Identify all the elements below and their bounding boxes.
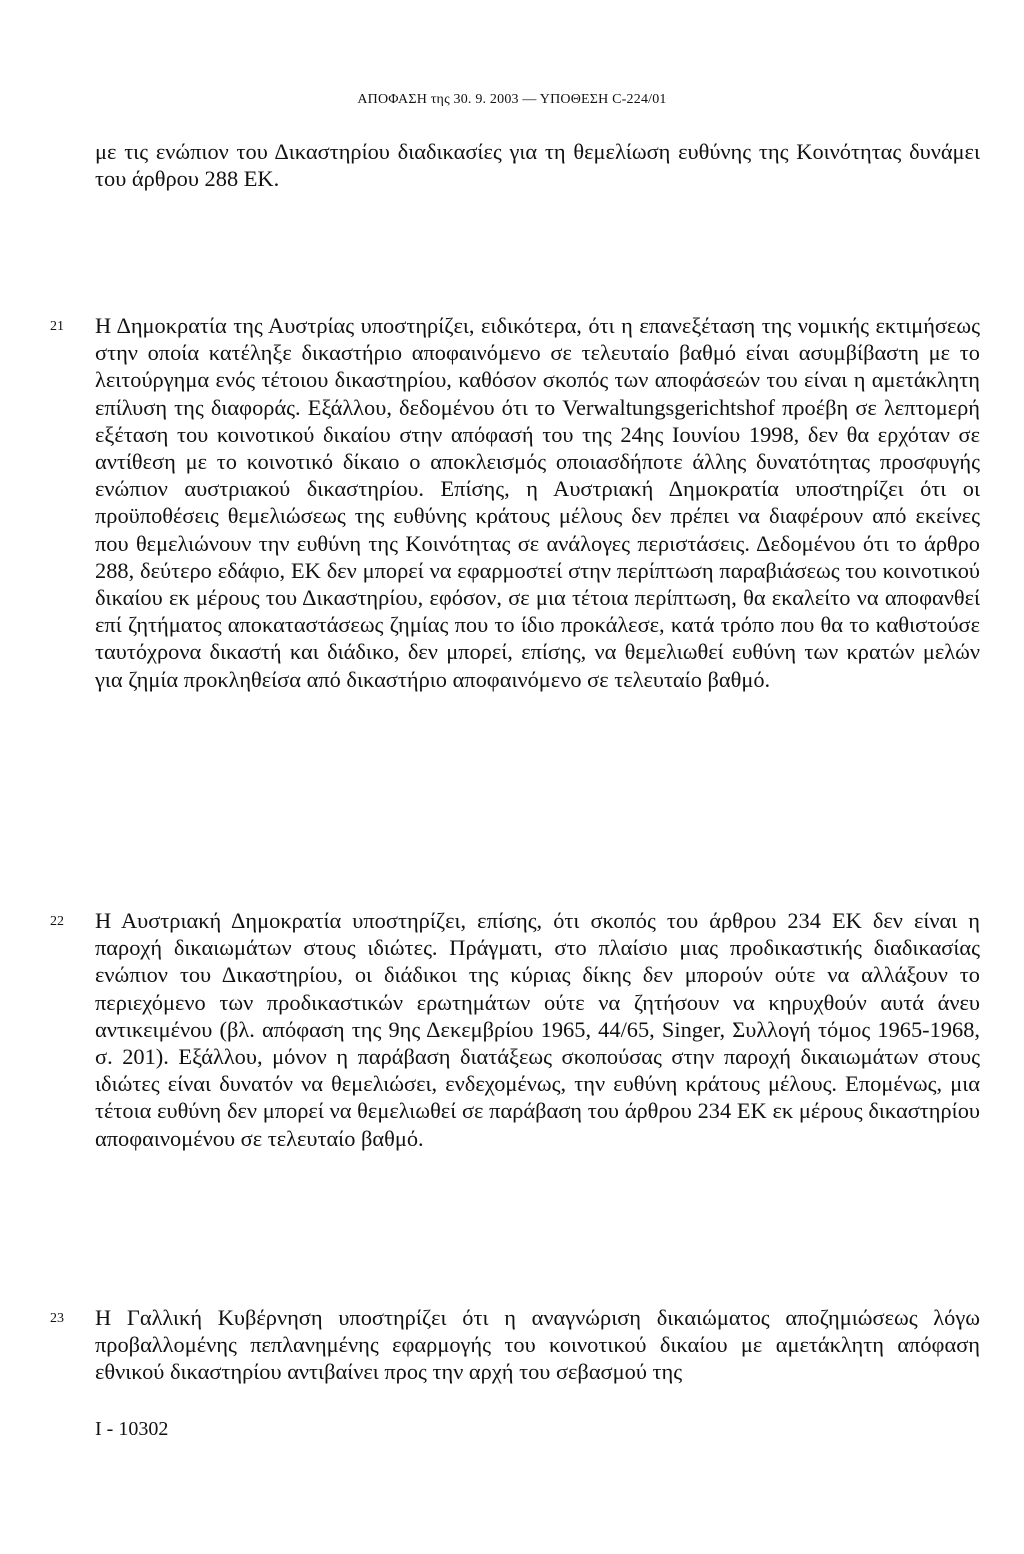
intro-paragraph: με τις ενώπιον του Δικαστηρίου διαδικασίες για τη θεμελίωση ευθύνης της Κοινότητας δυνάμει του άρθρου 288 ΕΚ. [95, 139, 980, 192]
paragraph-text: Η Δημοκρατία της Αυστρίας υποστηρίζει, ειδικότερα, ότι η επανεξέταση της νομικής εκτιμήσεως στην οποία κατέληξε δικαστήριο αποφαινόμενο σε τελευταίο βαθμό είναι ασυμβίβαστη με το λειτούργημα ενός τέτοιου δικαστηρίου, καθόσον σκοπός των αποφάσεών του είναι η αμετάκλητη επίλυση της διαφοράς. Εξάλλου, δεδομένου ότι το Verwaltungsgerichtshof προέβη σε λεπτομερή εξέταση του κοινοτικού δικαίου στην απόφασή του της 24ης Ιουνίου 1998, δεν θα ερχόταν σε αντίθεση με το κοινοτικό δίκαιο ο αποκλεισμός οποιασδήποτε άλλης δυνατότητας προσφυγής ενώπιον αυστριακού δικαστηρίου. Επίσης, η Αυστριακή Δημοκρατία υποστηρίζει ότι οι προϋποθέσεις θεμελιώσεως της ευθύνης κράτους μέλους δεν πρέπει να διαφέρουν από εκείνες που θεμελιώνουν την ευθύνη της Κοινότητας σε ανάλογες περιστάσεις. Δεδομένου ότι το άρθρο 288, δεύτερο εδάφιο, ΕΚ δεν μπορεί να εφαρμοστεί στην περίπτωση παραβιάσεως του κοινοτικού δικαίου εκ μέρους του Δικαστηρίου, εφόσον, σε μια τέτοια περίπτωση, θα εκαλείτο να αποφανθεί επί ζητήματος αποκαταστάσεως ζημίας που το ίδιο προκάλεσε, κατά τρόπο που θα το καθιστούσε ταυτόχρονα δικαστή και διάδικο, δεν μπορεί, επίσης, να θεμελιωθεί ευθύνη των κρατών μελών για ζημία προκληθείσα από δικαστήριο αποφαινόμενο σε τελευταίο βαθμό. [95, 313, 980, 692]
paragraph-text: Η Αυστριακή Δημοκρατία υποστηρίζει, επίσης, ότι σκοπός του άρθρου 234 ΕΚ δεν είναι η παροχή δικαιωμάτων στους ιδιώτες. Πράγματι, στο πλαίσιο μιας προδικαστικής διαδικασίας ενώπιον του Δικαστηρίου, οι διάδικοι της κύριας δίκης δεν μπορούν ούτε να αλλάξουν το περιεχόμενο των προδικαστικών ερωτημάτων ούτε να ζητήσουν να κηρυχθούν αυτά άνευ αντικειμένου (βλ. απόφαση της 9ης Δεκεμβρίου 1965, 44/65, Singer, Συλλογή τόμος 1965-1968, σ. 201). Εξάλλου, μόνον η παράβαση διατάξεως σκοπούσας στην παροχή δικαιωμάτων στους ιδιώτες είναι δυνατόν να θεμελιώσει, ενδεχομένως, την ευθύνη κράτους μέλους. Επομένως, μια τέτοια ευθύνη δεν μπορεί να θεμελιωθεί σε παράβαση του άρθρου 234 ΕΚ εκ μέρους δικαστηρίου αποφαινομένου σε τελευταίο βαθμό. [95, 908, 980, 1151]
page-number: I - 10302 [95, 1418, 169, 1440]
running-header: ΑΠΟΦΑΣΗ της 30. 9. 2003 — ΥΠΟΘΕΣΗ C-224/01 [357, 92, 667, 107]
paragraph-number: 21 [50, 319, 64, 334]
paragraph-text: Η Γαλλική Κυβέρνηση υποστηρίζει ότι η αναγνώριση δικαιώματος αποζημιώσεως λόγω προβαλλομένης πεπλανημένης εφαρμογής του κοινοτικού δικαίου με αμετάκλητη απόφαση εθνικού δικαστηρίου αντιβαίνει προς την αρχή του σεβασμού της [95, 1305, 980, 1385]
paragraph-number: 22 [50, 914, 64, 929]
paragraph-number: 23 [50, 1311, 64, 1326]
